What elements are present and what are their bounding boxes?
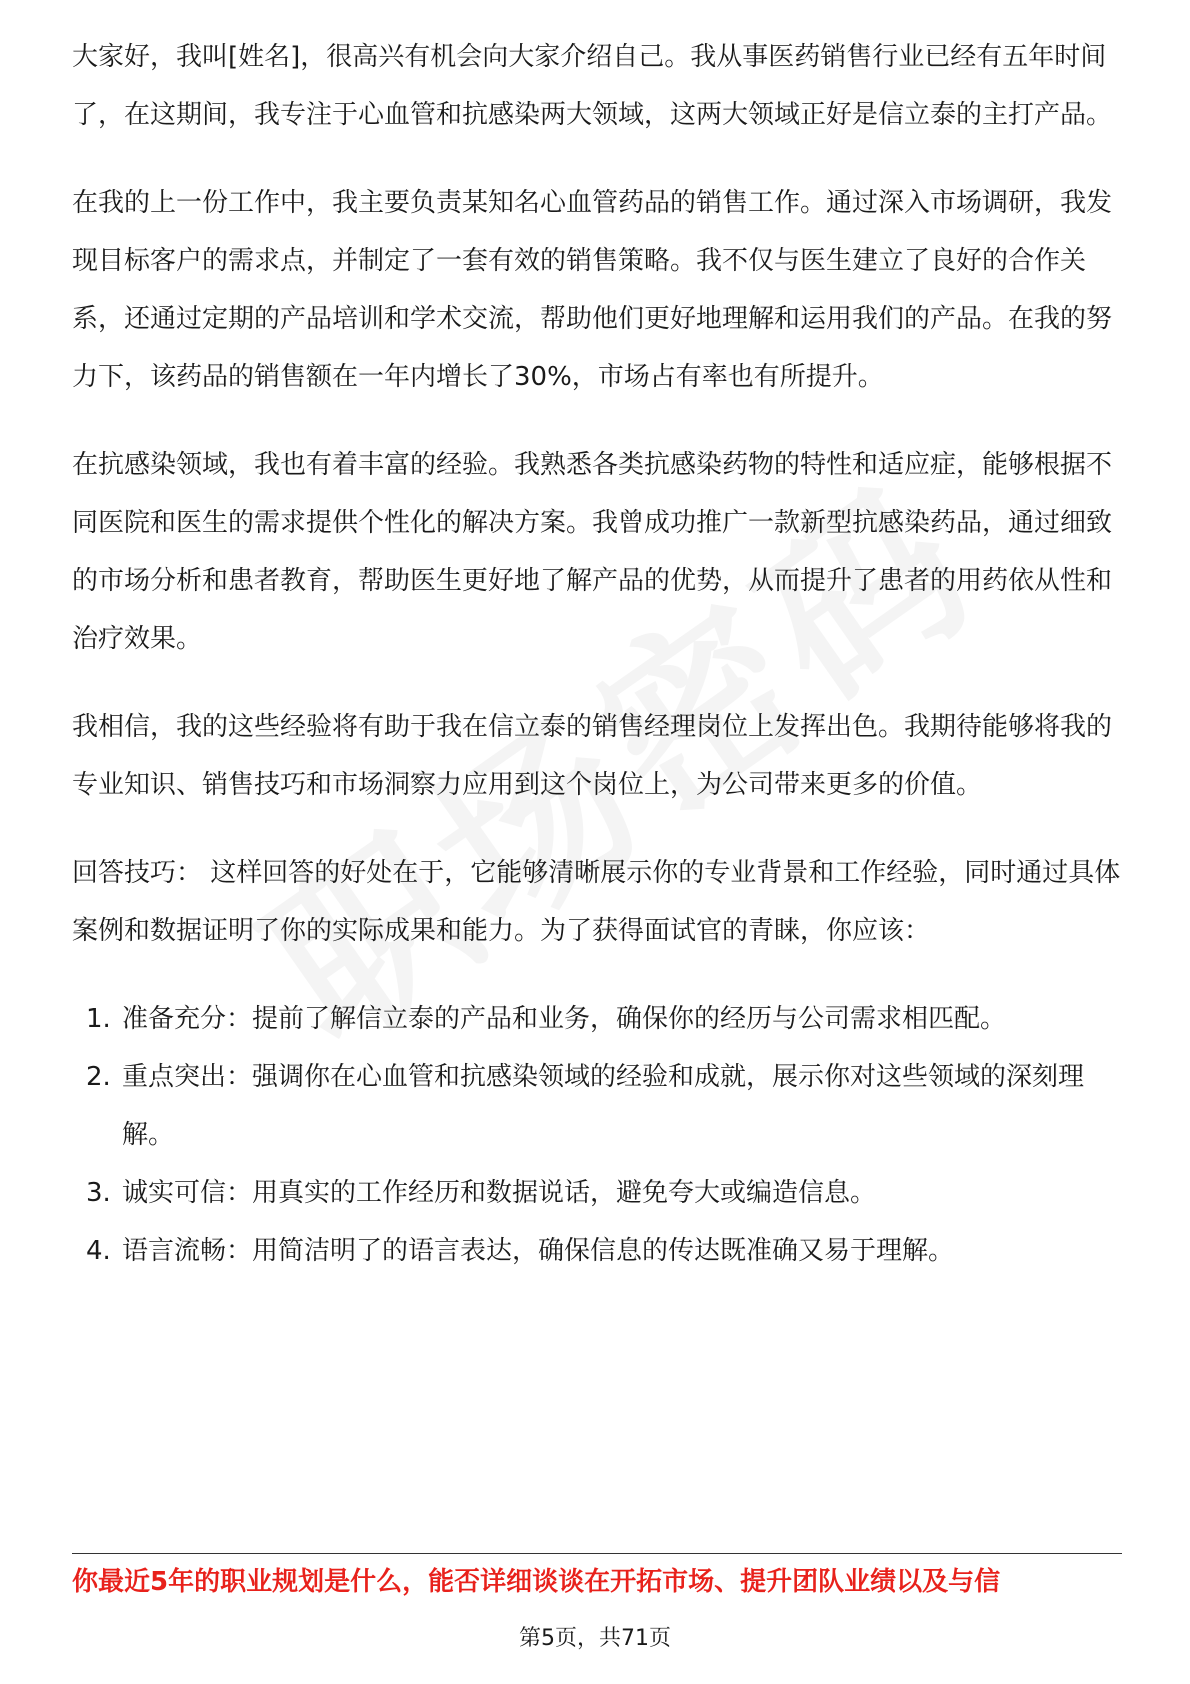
- paragraph-intro: 大家好，我叫[姓名]，很高兴有机会向大家介绍自己。我从事医药销售行业已经有五年时间了，在这期间，我专注于心血管和抗感染两大领域，这两大领域正好是信立泰的主打产品。: [72, 42, 1113, 130]
- paragraph-anti-infection: 在抗感染领域，我也有着丰富的经验。我熟悉各类抗感染药物的特性和适应症，能够根据不同医院和医生的需求提供个性化的解决方案。我曾成功推广一款新型抗感染药品，通过细致的市场分析和患者教育，帮助医生更好地了解产品的优势，从而提升了患者的用药依从性和治疗效果。: [72, 450, 1113, 654]
- tips-list: [72, 990, 1122, 1280]
- list-item-text: 重点突出：强调你在心血管和抗感染领域的经验和成就，展示你对这些领域的深刻理解。: [122, 1062, 1085, 1150]
- list-item: [72, 990, 1122, 1048]
- list-item-number: 4.: [86, 1236, 111, 1266]
- section-divider: [72, 1553, 1122, 1554]
- list-item-text: 诚实可信：用真实的工作经历和数据说话，避免夸大或编造信息。: [122, 1178, 877, 1208]
- list-item-text: 准备充分：提前了解信立泰的产品和业务，确保你的经历与公司需求相匹配。: [122, 1004, 1007, 1034]
- list-item: [72, 1222, 1122, 1280]
- page-number: 第5页，共71页: [519, 1626, 671, 1651]
- list-item: [72, 1164, 1122, 1222]
- list-item-text: 语言流畅：用简洁明了的语言表达，确保信息的传达既准确又易于理解。: [122, 1236, 955, 1266]
- paragraph-conclusion: 我相信，我的这些经验将有助于我在信立泰的销售经理岗位上发挥出色。我期待能够将我的专业知识、销售技巧和市场洞察力应用到这个岗位上，为公司带来更多的价值。: [72, 712, 1113, 800]
- list-item-number: 3.: [86, 1178, 111, 1208]
- paragraph-cardio-experience: 在我的上一份工作中，我主要负责某知名心血管药品的销售工作。通过深入市场调研，我发现目标客户的需求点，并制定了一套有效的销售策略。我不仅与医生建立了良好的合作关系，还通过定期的产品培训和学术交流，帮助他们更好地理解和运用我们的产品。在我的努力下，该药品的销售额在一年内增长了30%，市场占有率也有所提升。: [72, 188, 1113, 392]
- list-item-number: 1.: [86, 1004, 111, 1034]
- list-item: [72, 1048, 1122, 1164]
- paragraph-answer-tips: 回答技巧： 这样回答的好处在于，它能够清晰展示你的专业背景和工作经验，同时通过具体案例和数据证明了你的实际成果和能力。为了获得面试官的青睐，你应该：: [72, 858, 1121, 946]
- document-body: [72, 28, 1122, 1280]
- list-item-number: 2.: [86, 1062, 111, 1092]
- next-question-heading: 你最近5年的职业规划是什么，能否详细谈谈在开拓市场、提升团队业绩以及与信: [72, 1567, 1001, 1597]
